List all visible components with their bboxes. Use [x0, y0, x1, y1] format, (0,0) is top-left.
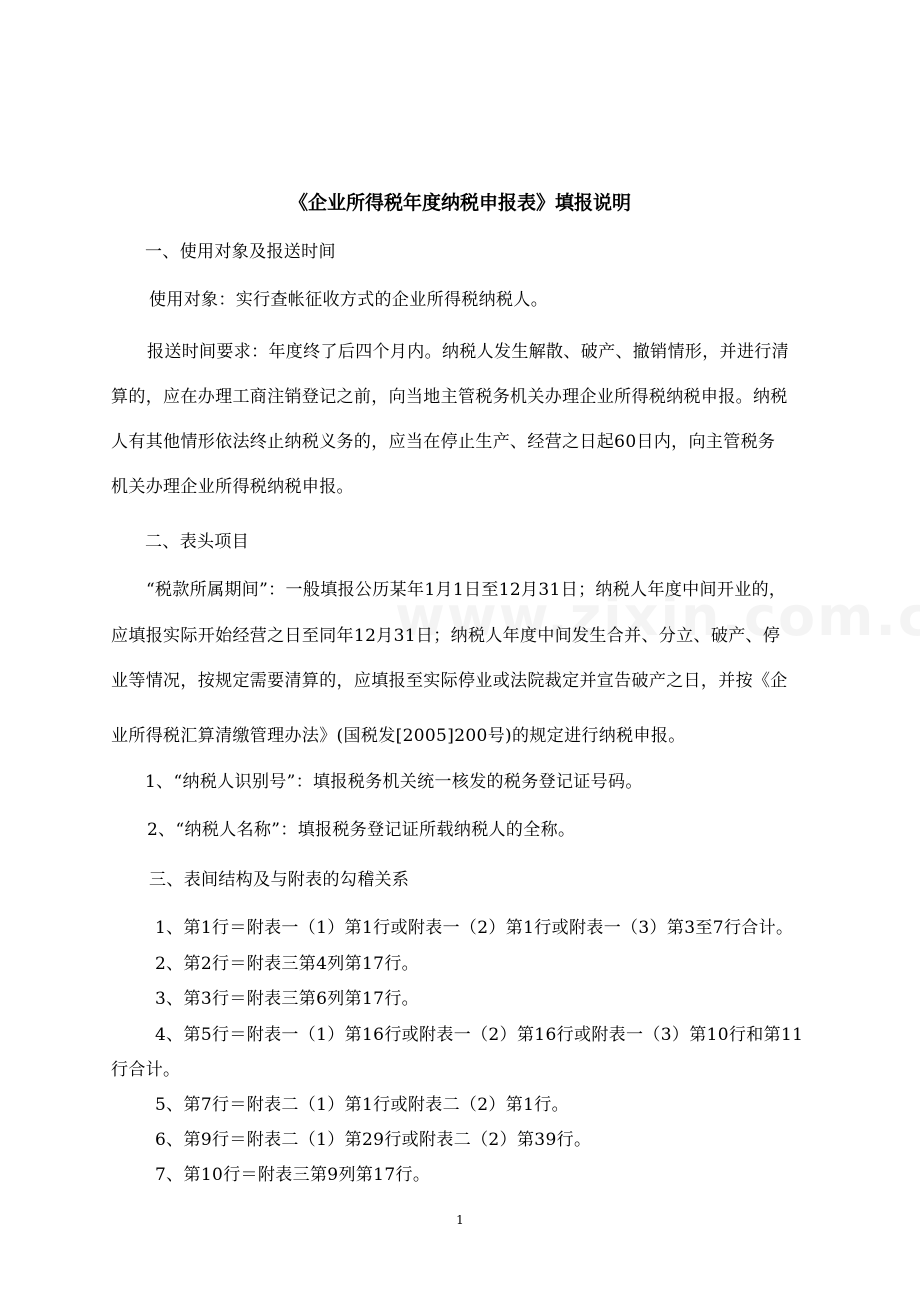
page-title: 《企业所得税年度纳税申报表》填报说明	[288, 192, 631, 214]
paragraph-line: 人有其他情形依法终止纳税义务的，应当在停止生产、经营之日起60日内，向主管税务	[111, 432, 776, 452]
list-item-continuation: 行合计。	[111, 1060, 181, 1080]
paragraph-line: 1、“纳税人识别号”：填报税务机关统一核发的税务登记证号码。	[145, 772, 643, 792]
paragraph-line: 机关办理企业所得税纳税申报。	[111, 477, 354, 497]
section-heading-1: 一、使用对象及报送时间	[145, 242, 336, 262]
list-item: 6、第9行＝附表二（1）第29行或附表二（2）第39行。	[155, 1130, 592, 1150]
paragraph-line: 应填报实际开始经营之日至同年12月31日；纳税人年度中间发生合并、分立、破产、停	[111, 626, 781, 646]
paragraph-line: 使用对象：实行查帐征收方式的企业所得税纳税人。	[149, 290, 549, 310]
list-item: 5、第7行＝附表二（1）第1行或附表二（2）第1行。	[155, 1095, 569, 1115]
list-item: 2、第2行＝附表三第4列第17行。	[155, 954, 420, 974]
list-item: 4、第5行＝附表一（1）第16行或附表一（2）第16行或附表一（3）第10行和第11	[155, 1025, 804, 1045]
paragraph-line: 业等情况，按规定需要清算的，应填报至实际停业或法院裁定并宣告破产之日，并按《企	[111, 671, 788, 691]
paragraph-line: 业所得税汇算清缴管理办法》(国税发[2005]200号)的规定进行纳税申报。	[111, 726, 686, 746]
paragraph-line: “税款所属期间”：一般填报公历某年1月1日至12月31日；纳税人年度中间开业的，	[146, 580, 787, 600]
list-item: 3、第3行＝附表三第6列第17行。	[155, 989, 420, 1009]
paragraph-line: 算的，应在办理工商注销登记之前，向当地主管税务机关办理企业所得税纳税申报。纳税	[111, 387, 788, 407]
section-heading-3: 三、表间结构及与附表的勾稽关系	[149, 870, 410, 890]
list-item: 1、第1行＝附表一（1）第1行或附表一（2）第1行或附表一（3）第3至7行合计。	[155, 918, 794, 938]
section-heading-2: 二、表头项目	[145, 532, 250, 552]
paragraph-line: 报送时间要求：年度终了后四个月内。纳税人发生解散、破产、撤销情形，并进行清	[147, 342, 789, 362]
paragraph-line: 2、“纳税人名称”：填报税务登记证所载纳税人的全称。	[147, 820, 576, 840]
list-item: 7、第10行＝附表三第9列第17行。	[155, 1165, 431, 1185]
page-number: 1	[456, 1213, 464, 1227]
